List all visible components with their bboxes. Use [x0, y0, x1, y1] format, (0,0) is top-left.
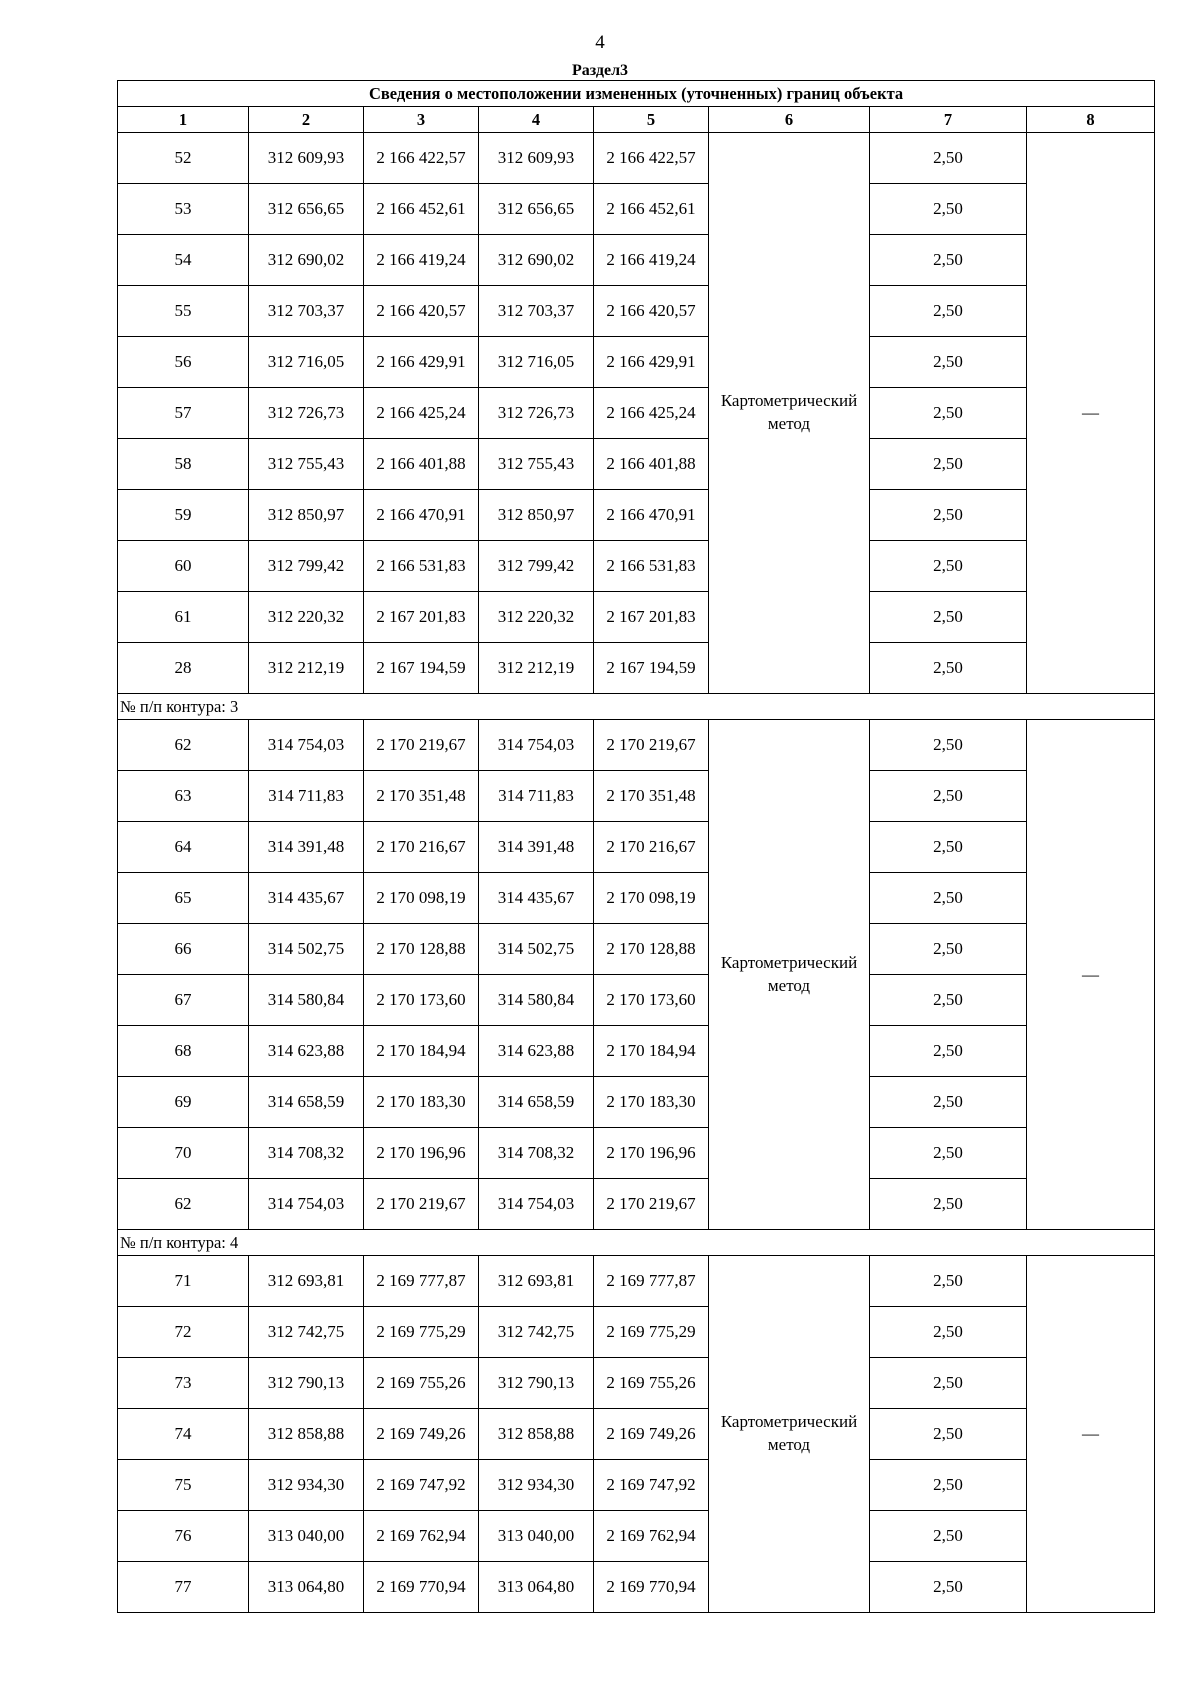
point-number-cell: 74: [118, 1409, 249, 1460]
y-coordinate-cell: 2 166 531,83: [364, 541, 479, 592]
x-coordinate-cell: 312 934,30: [479, 1460, 594, 1511]
table-row: [118, 822, 1155, 873]
y-coordinate-cell: 2 169 749,26: [364, 1409, 479, 1460]
point-number-cell: 70: [118, 1128, 249, 1179]
point-number-cell: 75: [118, 1460, 249, 1511]
accuracy-cell: 2,50: [870, 822, 1027, 873]
table-row: [118, 1179, 1155, 1230]
table-row: [118, 1256, 1155, 1307]
x-coordinate-cell: 314 754,03: [479, 720, 594, 771]
table-row: [118, 720, 1155, 771]
accuracy-cell: 2,50: [870, 771, 1027, 822]
y-coordinate-cell: 2 169 749,26: [594, 1409, 709, 1460]
accuracy-cell: 2,50: [870, 1358, 1027, 1409]
table-row: [118, 184, 1155, 235]
point-number-cell: 64: [118, 822, 249, 873]
x-coordinate-cell: 312 220,32: [479, 592, 594, 643]
x-coordinate-cell: 314 580,84: [249, 975, 364, 1026]
x-coordinate-cell: 312 726,73: [249, 388, 364, 439]
y-coordinate-cell: 2 170 184,94: [364, 1026, 479, 1077]
table-row: [118, 924, 1155, 975]
point-number-cell: 65: [118, 873, 249, 924]
page-number: 4: [595, 32, 605, 53]
table-row: [118, 337, 1155, 388]
accuracy-cell: 2,50: [870, 1128, 1027, 1179]
y-coordinate-cell: 2 166 401,88: [364, 439, 479, 490]
point-number-cell: 54: [118, 235, 249, 286]
y-coordinate-cell: 2 166 422,57: [364, 133, 479, 184]
column-number: 1: [118, 107, 249, 133]
column-number-row: [118, 107, 1155, 133]
x-coordinate-cell: 313 040,00: [249, 1511, 364, 1562]
point-number-cell: 77: [118, 1562, 249, 1613]
y-coordinate-cell: 2 170 128,88: [594, 924, 709, 975]
y-coordinate-cell: 2 166 419,24: [594, 235, 709, 286]
column-number: 6: [709, 107, 870, 133]
x-coordinate-cell: 314 435,67: [479, 873, 594, 924]
y-coordinate-cell: 2 166 531,83: [594, 541, 709, 592]
y-coordinate-cell: 2 169 762,94: [594, 1511, 709, 1562]
point-number-cell: 61: [118, 592, 249, 643]
table-caption: Сведения о местоположении измененных (уточненных) границ объекта: [118, 81, 1155, 107]
accuracy-cell: 2,50: [870, 1307, 1027, 1358]
accuracy-cell: 2,50: [870, 286, 1027, 337]
point-number-cell: 62: [118, 1179, 249, 1230]
y-coordinate-cell: 2 170 183,30: [594, 1077, 709, 1128]
x-coordinate-cell: 312 716,05: [479, 337, 594, 388]
y-coordinate-cell: 2 166 419,24: [364, 235, 479, 286]
y-coordinate-cell: 2 170 219,67: [364, 720, 479, 771]
y-coordinate-cell: 2 167 201,83: [364, 592, 479, 643]
point-number-cell: 76: [118, 1511, 249, 1562]
x-coordinate-cell: 314 711,83: [479, 771, 594, 822]
accuracy-cell: 2,50: [870, 337, 1027, 388]
y-coordinate-cell: 2 166 470,91: [364, 490, 479, 541]
y-coordinate-cell: 2 166 401,88: [594, 439, 709, 490]
x-coordinate-cell: 314 754,03: [249, 720, 364, 771]
x-coordinate-cell: 312 742,75: [479, 1307, 594, 1358]
column-number: 4: [479, 107, 594, 133]
accuracy-cell: 2,50: [870, 643, 1027, 694]
x-coordinate-cell: 312 850,97: [479, 490, 594, 541]
x-coordinate-cell: 312 790,13: [479, 1358, 594, 1409]
y-coordinate-cell: 2 170 219,67: [594, 1179, 709, 1230]
y-coordinate-cell: 2 166 422,57: [594, 133, 709, 184]
x-coordinate-cell: 314 658,59: [249, 1077, 364, 1128]
y-coordinate-cell: 2 170 351,48: [594, 771, 709, 822]
y-coordinate-cell: 2 170 216,67: [594, 822, 709, 873]
x-coordinate-cell: 312 858,88: [479, 1409, 594, 1460]
accuracy-cell: 2,50: [870, 1077, 1027, 1128]
y-coordinate-cell: 2 170 219,67: [364, 1179, 479, 1230]
x-coordinate-cell: 312 799,42: [249, 541, 364, 592]
x-coordinate-cell: 312 934,30: [249, 1460, 364, 1511]
table-row: [118, 1460, 1155, 1511]
column-number: 8: [1027, 107, 1155, 133]
x-coordinate-cell: 314 435,67: [249, 873, 364, 924]
y-coordinate-cell: 2 166 429,91: [594, 337, 709, 388]
y-coordinate-cell: 2 167 194,59: [364, 643, 479, 694]
point-number-cell: 60: [118, 541, 249, 592]
x-coordinate-cell: 312 703,37: [479, 286, 594, 337]
point-number-cell: 59: [118, 490, 249, 541]
y-coordinate-cell: 2 169 777,87: [364, 1256, 479, 1307]
point-number-cell: 62: [118, 720, 249, 771]
table-row: [118, 133, 1155, 184]
y-coordinate-cell: 2 170 098,19: [364, 873, 479, 924]
accuracy-cell: 2,50: [870, 184, 1027, 235]
y-coordinate-cell: 2 170 351,48: [364, 771, 479, 822]
method-cell: Картометрический метод: [709, 1256, 870, 1613]
x-coordinate-cell: 314 502,75: [249, 924, 364, 975]
x-coordinate-cell: 314 623,88: [479, 1026, 594, 1077]
note-cell: —: [1027, 720, 1155, 1230]
point-number-cell: 69: [118, 1077, 249, 1128]
accuracy-cell: 2,50: [870, 1511, 1027, 1562]
point-number-cell: 67: [118, 975, 249, 1026]
contour-label: № п/п контура: 4: [118, 1230, 1155, 1256]
x-coordinate-cell: 314 708,32: [249, 1128, 364, 1179]
x-coordinate-cell: 314 754,03: [479, 1179, 594, 1230]
y-coordinate-cell: 2 166 452,61: [364, 184, 479, 235]
x-coordinate-cell: 314 711,83: [249, 771, 364, 822]
accuracy-cell: 2,50: [870, 388, 1027, 439]
y-coordinate-cell: 2 170 184,94: [594, 1026, 709, 1077]
y-coordinate-cell: 2 170 219,67: [594, 720, 709, 771]
point-number-cell: 63: [118, 771, 249, 822]
accuracy-cell: 2,50: [870, 975, 1027, 1026]
point-number-cell: 56: [118, 337, 249, 388]
table-row: [118, 1511, 1155, 1562]
accuracy-cell: 2,50: [870, 541, 1027, 592]
point-number-cell: 52: [118, 133, 249, 184]
table-caption-row: [118, 81, 1155, 107]
accuracy-cell: 2,50: [870, 1256, 1027, 1307]
accuracy-cell: 2,50: [870, 1026, 1027, 1077]
table-row: [118, 1128, 1155, 1179]
accuracy-cell: 2,50: [870, 1460, 1027, 1511]
x-coordinate-cell: 312 799,42: [479, 541, 594, 592]
x-coordinate-cell: 312 220,32: [249, 592, 364, 643]
x-coordinate-cell: 314 580,84: [479, 975, 594, 1026]
table-row: [118, 1358, 1155, 1409]
column-number: 2: [249, 107, 364, 133]
table-row: [118, 643, 1155, 694]
column-number: 3: [364, 107, 479, 133]
x-coordinate-cell: 313 040,00: [479, 1511, 594, 1562]
x-coordinate-cell: 312 755,43: [249, 439, 364, 490]
y-coordinate-cell: 2 166 420,57: [364, 286, 479, 337]
y-coordinate-cell: 2 166 420,57: [594, 286, 709, 337]
x-coordinate-cell: 314 754,03: [249, 1179, 364, 1230]
accuracy-cell: 2,50: [870, 592, 1027, 643]
point-number-cell: 57: [118, 388, 249, 439]
x-coordinate-cell: 312 212,19: [479, 643, 594, 694]
table-row: [118, 873, 1155, 924]
y-coordinate-cell: 2 169 770,94: [364, 1562, 479, 1613]
accuracy-cell: 2,50: [870, 1409, 1027, 1460]
y-coordinate-cell: 2 166 452,61: [594, 184, 709, 235]
point-number-cell: 53: [118, 184, 249, 235]
y-coordinate-cell: 2 169 755,26: [594, 1358, 709, 1409]
table-row: [118, 286, 1155, 337]
x-coordinate-cell: 312 858,88: [249, 1409, 364, 1460]
x-coordinate-cell: 312 690,02: [479, 235, 594, 286]
y-coordinate-cell: 2 170 183,30: [364, 1077, 479, 1128]
note-cell: —: [1027, 1256, 1155, 1613]
x-coordinate-cell: 313 064,80: [249, 1562, 364, 1613]
y-coordinate-cell: 2 169 775,29: [364, 1307, 479, 1358]
table-row: [118, 490, 1155, 541]
x-coordinate-cell: 312 726,73: [479, 388, 594, 439]
y-coordinate-cell: 2 169 775,29: [594, 1307, 709, 1358]
x-coordinate-cell: 313 064,80: [479, 1562, 594, 1613]
point-number-cell: 73: [118, 1358, 249, 1409]
accuracy-cell: 2,50: [870, 720, 1027, 771]
y-coordinate-cell: 2 170 098,19: [594, 873, 709, 924]
x-coordinate-cell: 314 623,88: [249, 1026, 364, 1077]
y-coordinate-cell: 2 166 425,24: [364, 388, 479, 439]
x-coordinate-cell: 312 212,19: [249, 643, 364, 694]
x-coordinate-cell: 312 609,93: [479, 133, 594, 184]
accuracy-cell: 2,50: [870, 1179, 1027, 1230]
x-coordinate-cell: 314 708,32: [479, 1128, 594, 1179]
accuracy-cell: 2,50: [870, 1562, 1027, 1613]
accuracy-cell: 2,50: [870, 873, 1027, 924]
point-number-cell: 55: [118, 286, 249, 337]
y-coordinate-cell: 2 170 196,96: [364, 1128, 479, 1179]
accuracy-cell: 2,50: [870, 924, 1027, 975]
y-coordinate-cell: 2 169 770,94: [594, 1562, 709, 1613]
contour-header-row: [118, 694, 1155, 720]
y-coordinate-cell: 2 167 201,83: [594, 592, 709, 643]
x-coordinate-cell: 312 742,75: [249, 1307, 364, 1358]
table-row: [118, 1077, 1155, 1128]
y-coordinate-cell: 2 166 470,91: [594, 490, 709, 541]
y-coordinate-cell: 2 170 196,96: [594, 1128, 709, 1179]
point-number-cell: 71: [118, 1256, 249, 1307]
table-row: [118, 1307, 1155, 1358]
y-coordinate-cell: 2 166 429,91: [364, 337, 479, 388]
point-number-cell: 28: [118, 643, 249, 694]
contour-label: № п/п контура: 3: [118, 694, 1155, 720]
y-coordinate-cell: 2 169 755,26: [364, 1358, 479, 1409]
column-number: 5: [594, 107, 709, 133]
y-coordinate-cell: 2 169 762,94: [364, 1511, 479, 1562]
table-row: [118, 541, 1155, 592]
y-coordinate-cell: 2 169 777,87: [594, 1256, 709, 1307]
table-row: [118, 1409, 1155, 1460]
method-cell: Картометрический метод: [709, 720, 870, 1230]
accuracy-cell: 2,50: [870, 439, 1027, 490]
x-coordinate-cell: 312 693,81: [479, 1256, 594, 1307]
x-coordinate-cell: 312 703,37: [249, 286, 364, 337]
column-number: 7: [870, 107, 1027, 133]
method-cell: Картометрический метод: [709, 133, 870, 694]
x-coordinate-cell: 312 656,65: [479, 184, 594, 235]
point-number-cell: 72: [118, 1307, 249, 1358]
x-coordinate-cell: 312 690,02: [249, 235, 364, 286]
point-number-cell: 66: [118, 924, 249, 975]
x-coordinate-cell: 312 790,13: [249, 1358, 364, 1409]
table-row: [118, 235, 1155, 286]
table-row: [118, 439, 1155, 490]
contour-header-row: [118, 1230, 1155, 1256]
boundary-coordinates-table: [117, 80, 1155, 1613]
table-body: [118, 81, 1155, 1613]
accuracy-cell: 2,50: [870, 490, 1027, 541]
point-number-cell: 58: [118, 439, 249, 490]
y-coordinate-cell: 2 170 216,67: [364, 822, 479, 873]
x-coordinate-cell: 314 391,48: [479, 822, 594, 873]
y-coordinate-cell: 2 170 173,60: [364, 975, 479, 1026]
x-coordinate-cell: 312 716,05: [249, 337, 364, 388]
y-coordinate-cell: 2 167 194,59: [594, 643, 709, 694]
y-coordinate-cell: 2 170 128,88: [364, 924, 479, 975]
y-coordinate-cell: 2 166 425,24: [594, 388, 709, 439]
table-row: [118, 771, 1155, 822]
y-coordinate-cell: 2 169 747,92: [594, 1460, 709, 1511]
x-coordinate-cell: 312 693,81: [249, 1256, 364, 1307]
x-coordinate-cell: 312 850,97: [249, 490, 364, 541]
table-row: [118, 1562, 1155, 1613]
y-coordinate-cell: 2 169 747,92: [364, 1460, 479, 1511]
x-coordinate-cell: 312 656,65: [249, 184, 364, 235]
x-coordinate-cell: 314 391,48: [249, 822, 364, 873]
x-coordinate-cell: 312 609,93: [249, 133, 364, 184]
point-number-cell: 68: [118, 1026, 249, 1077]
x-coordinate-cell: 314 502,75: [479, 924, 594, 975]
accuracy-cell: 2,50: [870, 235, 1027, 286]
table-row: [118, 975, 1155, 1026]
table-row: [118, 592, 1155, 643]
accuracy-cell: 2,50: [870, 133, 1027, 184]
table-row: [118, 1026, 1155, 1077]
section-title: Раздел3: [571, 62, 629, 79]
table-row: [118, 388, 1155, 439]
x-coordinate-cell: 314 658,59: [479, 1077, 594, 1128]
note-cell: —: [1027, 133, 1155, 694]
x-coordinate-cell: 312 755,43: [479, 439, 594, 490]
y-coordinate-cell: 2 170 173,60: [594, 975, 709, 1026]
